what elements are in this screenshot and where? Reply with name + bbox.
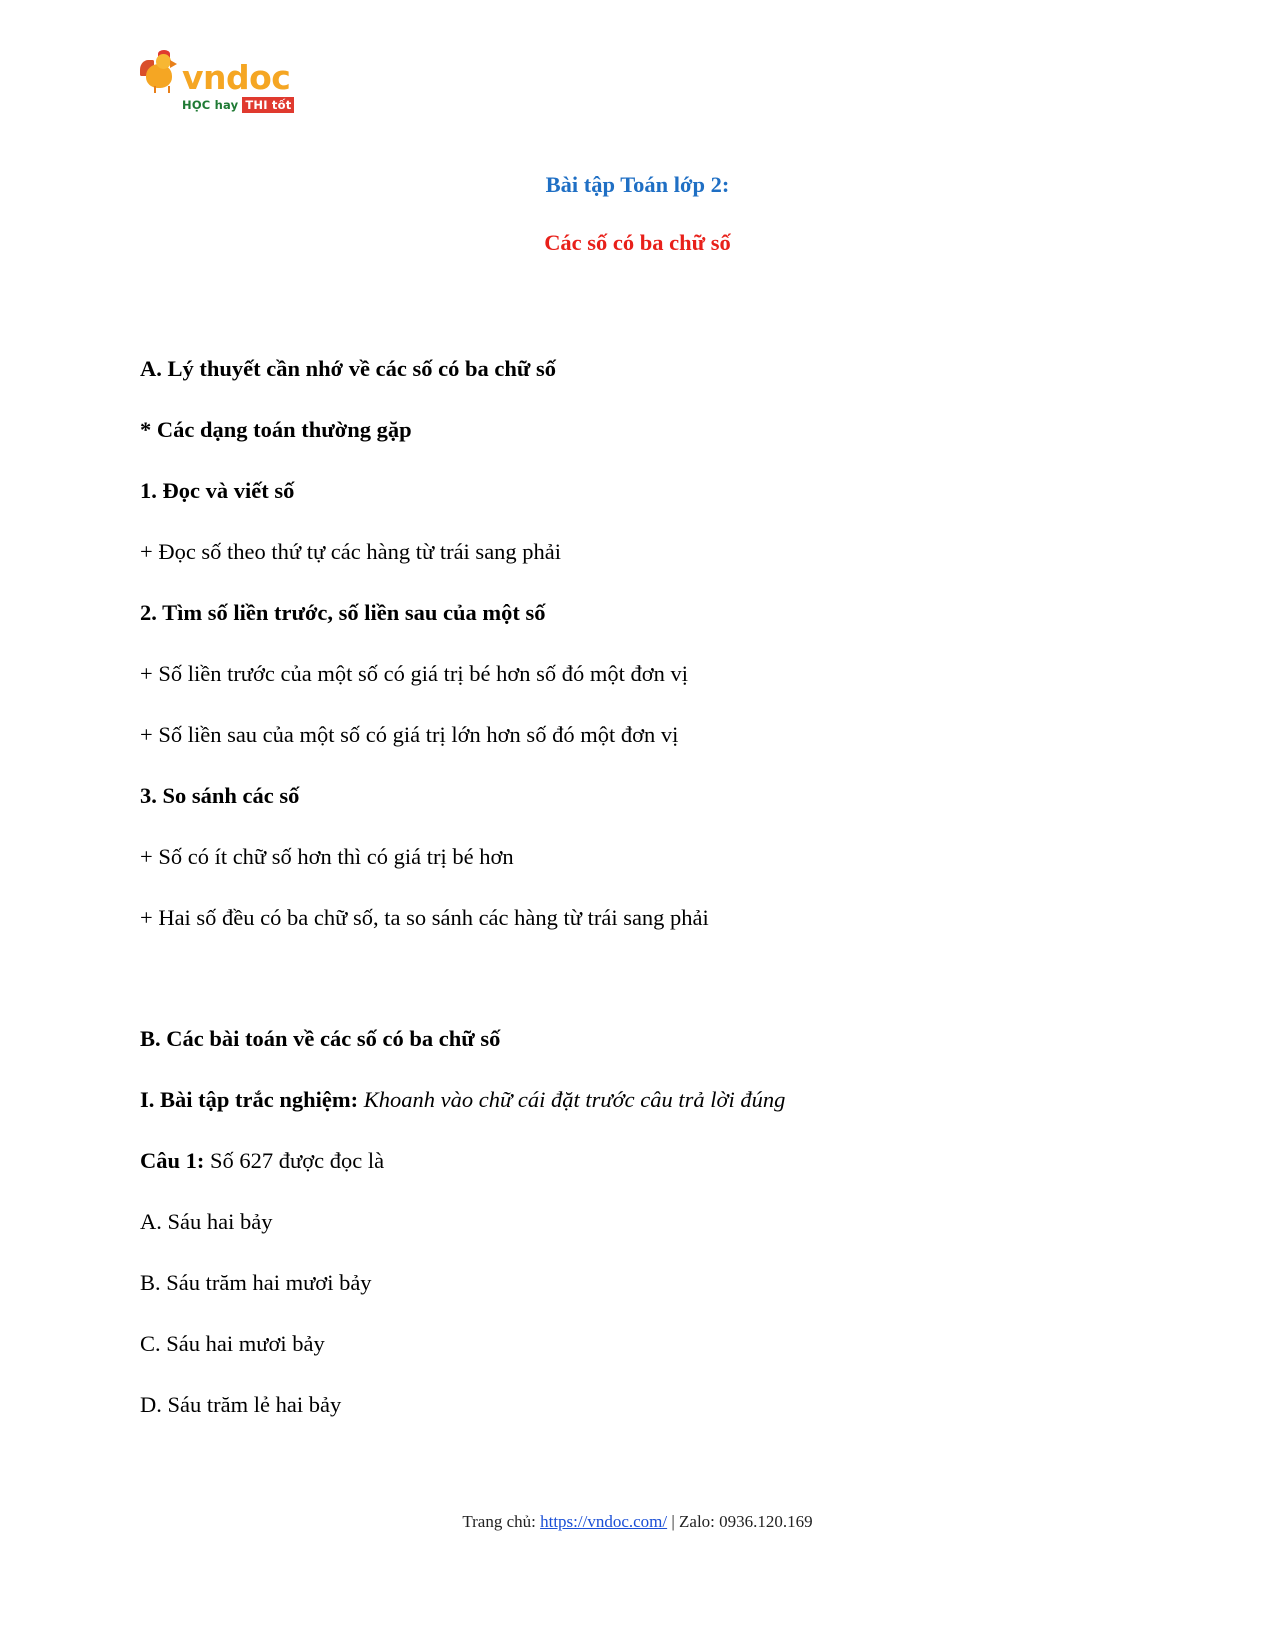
site-logo bbox=[140, 52, 1135, 116]
part-1-instruction: Khoanh vào chữ cái đặt trước câu trả lời đúng bbox=[363, 1087, 786, 1112]
question-1-option-a[interactable]: A. Sáu hai bảy bbox=[140, 1209, 273, 1234]
page-subtitle: Các số có ba chữ số bbox=[544, 230, 731, 255]
logo-wordmark: vndoc bbox=[182, 58, 291, 97]
topic-1-heading: 1. Đọc và viết số bbox=[140, 478, 295, 503]
topic-3-heading: 3. So sánh các số bbox=[140, 783, 300, 808]
title-block bbox=[140, 168, 1135, 260]
footer-contact: Zalo: 0936.120.169 bbox=[679, 1512, 813, 1531]
section-a-heading: A. Lý thuyết cần nhớ về các số có ba chữ số bbox=[140, 356, 556, 381]
footer-link[interactable]: https://vndoc.com/ bbox=[540, 1512, 668, 1531]
question-1-option-c[interactable]: C. Sáu hai mươi bảy bbox=[140, 1331, 325, 1356]
topic-2-bullet-2: + Số liền sau của một số có giá trị lớn hơn số đó một đơn vị bbox=[140, 722, 679, 747]
page-title: Bài tập Toán lớp 2: bbox=[545, 172, 730, 197]
question-1-label: Câu 1: bbox=[140, 1148, 205, 1173]
logo-tagline bbox=[182, 97, 294, 113]
topic-2-bullet-1: + Số liền trước của một số có giá trị bé hơn số đó một đơn vị bbox=[140, 661, 689, 686]
document-body bbox=[140, 338, 1135, 1435]
topic-3-bullet-2: + Hai số đều có ba chữ số, ta so sánh các hàng từ trái sang phải bbox=[140, 905, 709, 930]
footer-separator: | bbox=[671, 1512, 675, 1531]
section-b-heading: B. Các bài toán về các số có ba chữ số bbox=[140, 1026, 501, 1051]
rooster-icon bbox=[140, 52, 180, 94]
part-1-heading bbox=[140, 1069, 1135, 1130]
topic-1-bullet-1: + Đọc số theo thứ tự các hàng từ trái sang phải bbox=[140, 539, 562, 564]
footer-prefix: Trang chủ: bbox=[462, 1512, 536, 1531]
topic-2-heading: 2. Tìm số liền trước, số liền sau của một số bbox=[140, 600, 546, 625]
question-1-text: Số 627 được đọc là bbox=[210, 1148, 385, 1173]
question-1-option-d[interactable]: D. Sáu trăm lẻ hai bảy bbox=[140, 1392, 342, 1417]
question-1-option-b[interactable]: B. Sáu trăm hai mươi bảy bbox=[140, 1270, 372, 1295]
section-spacer bbox=[140, 948, 1135, 1008]
logo-tagline-left: HỌC hay bbox=[182, 98, 239, 112]
page-footer bbox=[0, 1512, 1275, 1532]
section-a-subheading: * Các dạng toán thường gặp bbox=[140, 417, 412, 442]
topic-3-bullet-1: + Số có ít chữ số hơn thì có giá trị bé hơn bbox=[140, 844, 514, 869]
part-1-label: I. Bài tập trắc nghiệm: bbox=[140, 1087, 359, 1112]
question-1 bbox=[140, 1130, 1135, 1191]
logo-tagline-right: THI tốt bbox=[242, 97, 294, 113]
